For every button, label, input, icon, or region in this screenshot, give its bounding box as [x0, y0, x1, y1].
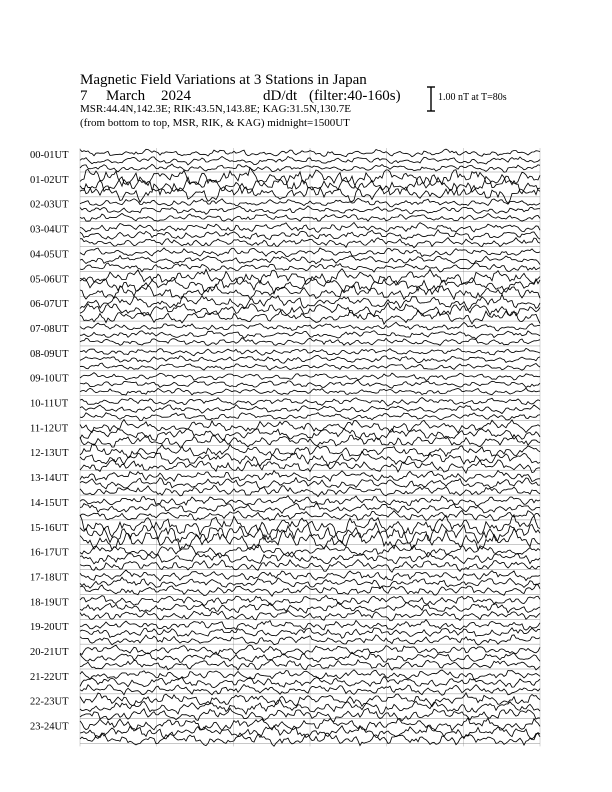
row-label: 12-13UT: [30, 448, 69, 460]
row-label: 13-14UT: [30, 473, 69, 485]
date-month: March: [106, 88, 146, 104]
row-label: 09-10UT: [30, 373, 69, 385]
stations-text: MSR:44.4N,142.3E; RIK:43.5N,143.8E; KAG:31.5N,130.7E: [80, 103, 352, 115]
row-label: 06-07UT: [30, 299, 69, 311]
row-label: 23-24UT: [30, 721, 69, 733]
grid-layer: [80, 148, 540, 746]
date-year: 2024: [161, 88, 191, 104]
quantity-label: dD/dt: [263, 88, 298, 104]
row-label: 00-01UT: [30, 150, 69, 161]
row-label: 02-03UT: [30, 199, 69, 211]
row-label: 11-12UT: [30, 423, 69, 435]
row-label: 03-04UT: [30, 224, 69, 236]
row-label: 08-09UT: [30, 348, 69, 360]
row-label: 22-23UT: [30, 696, 69, 708]
order-text: (from bottom to top, MSR, RIK, & KAG) midnight=1500UT: [80, 117, 350, 129]
row-label: 04-05UT: [30, 249, 69, 261]
row-label: 05-06UT: [30, 274, 69, 286]
filter-label: (filter:40-160s): [309, 88, 401, 104]
chart-title: Magnetic Field Variations at 3 Stations in Japan: [80, 72, 367, 88]
row-label: 15-16UT: [30, 522, 69, 534]
row-label: 19-20UT: [30, 622, 69, 634]
row-label: 14-15UT: [30, 497, 69, 509]
row-label: 20-21UT: [30, 647, 69, 658]
date-day: 7: [80, 88, 88, 104]
row-labels: [30, 150, 69, 733]
row-label: 17-18UT: [30, 572, 69, 584]
row-label: 16-17UT: [30, 547, 69, 559]
row-label: 07-08UT: [30, 323, 69, 335]
row-label: 10-11UT: [30, 398, 69, 410]
row-label: 21-22UT: [30, 671, 69, 683]
row-label: 18-19UT: [30, 597, 69, 609]
row-label: 01-02UT: [30, 174, 69, 186]
scale-label: 1.00 nT at T=80s: [438, 92, 507, 103]
